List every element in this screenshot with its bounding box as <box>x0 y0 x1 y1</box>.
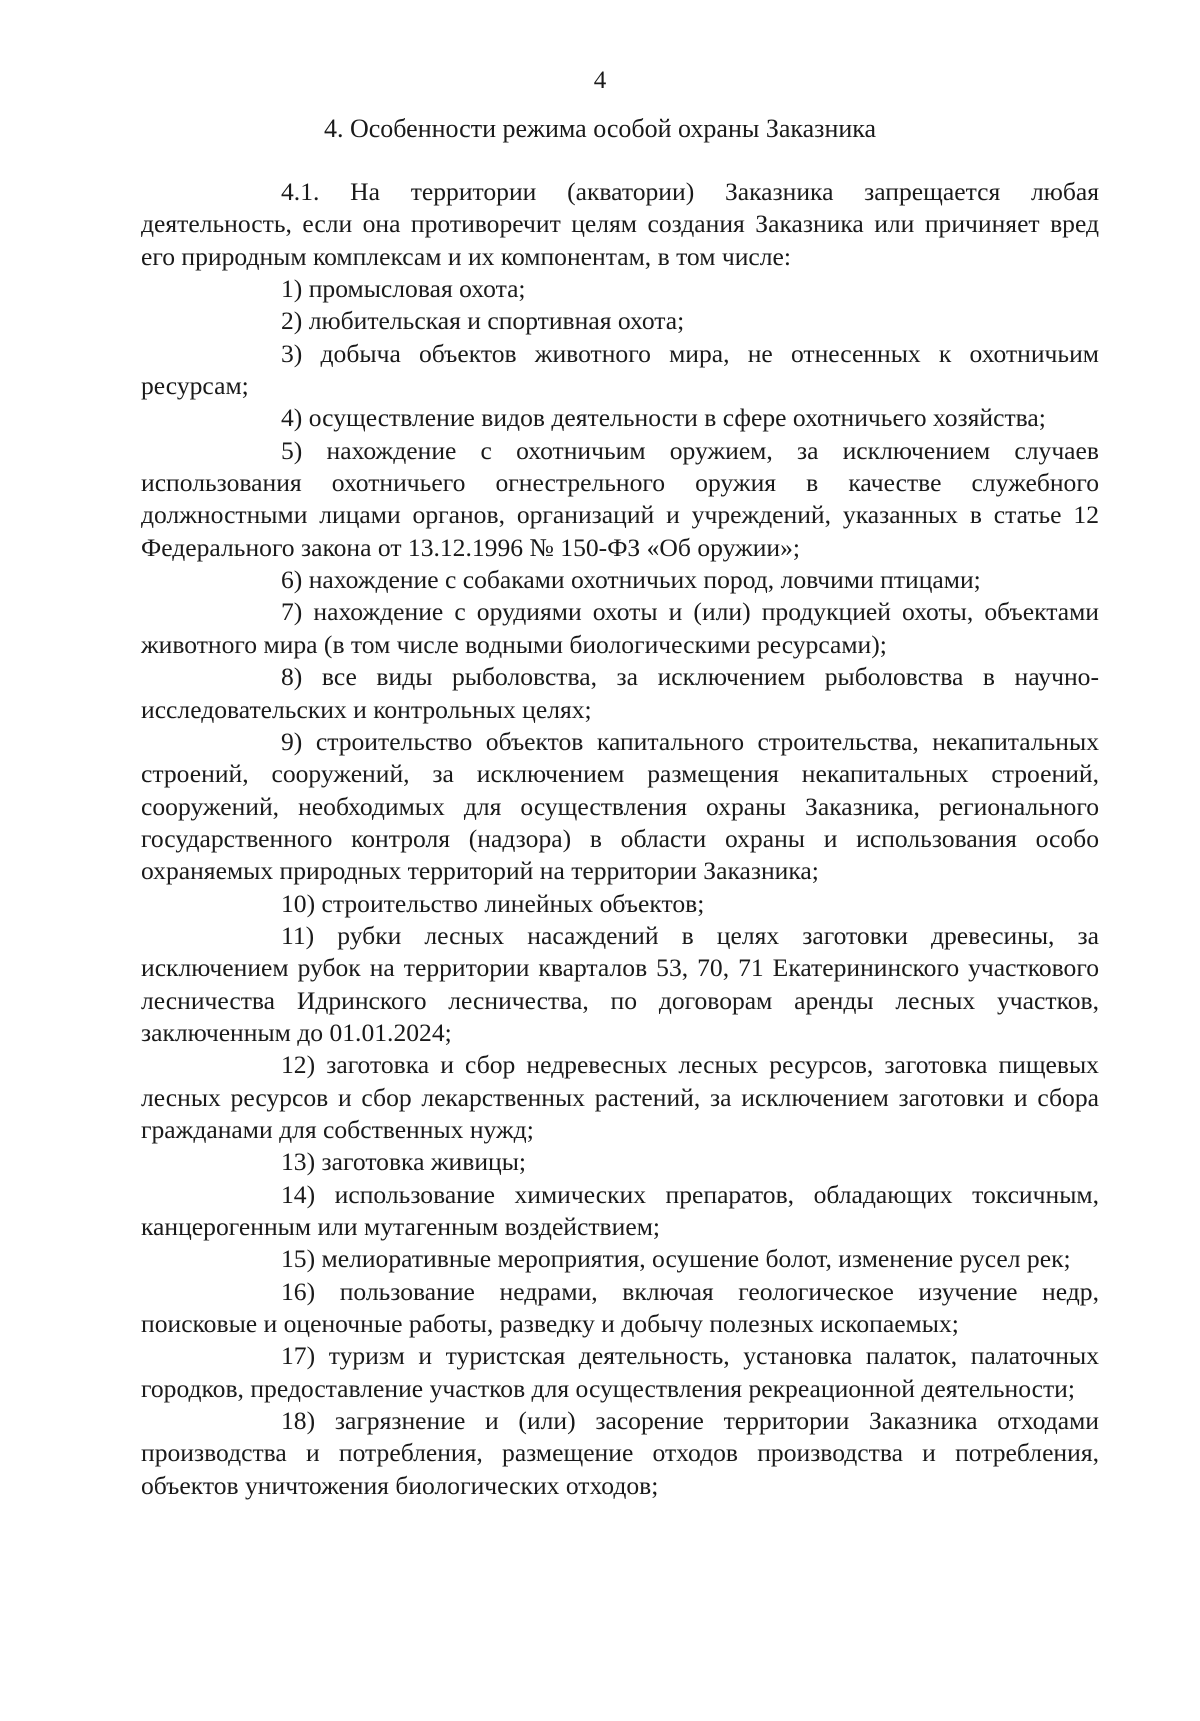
list-item <box>141 402 1099 434</box>
list-item-number: 17) <box>281 1341 316 1371</box>
intro-paragraph <box>141 176 1099 273</box>
list-item <box>141 1276 1099 1341</box>
list-item-number: 4) <box>281 403 303 433</box>
list-item <box>141 596 1099 661</box>
list-item <box>141 273 1099 305</box>
list-item-text: рубки лесных насаждений в целях заготовки древесины, за исключением рубок на территории кварталов 53, 70, 71 Екатерининского участкового лесничества Идринского лесничества, по договорам аренды лесных участков, заключенным до 01.01.2024; <box>141 920 1099 1047</box>
list-item-text: использование химических препаратов, обладающих токсичным, канцерогенным или мутагенным воздействием; <box>141 1179 1099 1241</box>
list-item-number: 3) <box>281 338 303 368</box>
list-item-text: любительская и спортивная охота; <box>308 306 685 336</box>
list-item-text: заготовка и сбор недревесных лесных ресурсов, заготовка пищевых лесных ресурсов и сбор лекарственных растений, за исключением заготовки и сбора гражданами для собственных нужд; <box>141 1050 1099 1144</box>
list-item-number: 15) <box>281 1244 316 1274</box>
list-item <box>141 888 1099 920</box>
list-item-number: 5) <box>281 435 303 465</box>
list-item-text: строительство объектов капитального строительства, некапитальных строений, сооружений, за исключением размещения некапитальных строений, сооружений, необходимых для осуществления охраны Заказника, регионального государственного контроля (надзора) в области охраны и использования особо охраняемых природных территорий на территории Заказника; <box>141 726 1099 886</box>
list-item <box>141 1405 1099 1502</box>
prohibition-list <box>141 273 1099 1502</box>
list-item-text: мелиоративные мероприятия, осушение болот, изменение русел рек; <box>321 1244 1071 1274</box>
list-item-text: осуществление видов деятельности в сфере охотничьего хозяйства; <box>308 403 1046 433</box>
list-item-text: промысловая охота; <box>308 274 526 304</box>
list-item-number: 7) <box>281 597 303 627</box>
list-item-text: все виды рыболовства, за исключением рыболовства в научно-исследовательских и контрольных целях; <box>141 662 1099 724</box>
list-item-text: строительство линейных объектов; <box>321 888 705 918</box>
list-item <box>141 564 1099 596</box>
list-item-text: нахождение с орудиями охоты и (или) продукцией охоты, объектами животного мира (в том числе водными биологическими ресурсами); <box>141 597 1099 659</box>
list-item <box>141 1049 1099 1146</box>
list-item <box>141 338 1099 403</box>
list-item-text: добыча объектов животного мира, не отнесенных к охотничьим ресурсам; <box>141 338 1099 401</box>
list-item-number: 13) <box>281 1147 316 1177</box>
list-item <box>141 1243 1099 1275</box>
list-item <box>141 435 1099 564</box>
list-item-number: 8) <box>281 662 303 692</box>
list-item-number: 14) <box>281 1179 316 1209</box>
list-item <box>141 1340 1099 1405</box>
list-item-number: 9) <box>281 726 303 756</box>
list-item-text: нахождение с собаками охотничьих пород, ловчими птицами; <box>308 565 981 595</box>
section-title: 4. Особенности режима особой охраны Заказника <box>323 114 877 143</box>
list-item-number: 11) <box>281 920 315 950</box>
list-item-text: туризм и туристская деятельность, установка палаток, палаточных городков, предоставление участков для осуществления рекреационной деятельности; <box>141 1341 1099 1403</box>
list-item <box>141 305 1099 337</box>
list-item <box>141 661 1099 726</box>
list-item-text: нахождение с охотничьим оружием, за исключением случаев использования охотничьего огнестрельного оружия в качестве служебного должностными лицами органов, организаций и учреждений, указанных в статье 12 Федерального закона от 13.12.1996 № 150-ФЗ «Об оружии»; <box>141 435 1099 562</box>
list-item-number: 18) <box>281 1406 316 1436</box>
list-item-number: 12) <box>281 1050 316 1080</box>
list-item <box>141 726 1099 888</box>
list-item-number: 6) <box>281 565 303 595</box>
list-item-number: 10) <box>281 888 316 918</box>
clause-text: На территории (акватории) Заказника запрещается любая деятельность, если она противоречит целям создания Заказника или причиняет вред его природным комплексам и их компонентам, в том числе: <box>141 177 1099 271</box>
list-item <box>141 1146 1099 1178</box>
list-item <box>141 1179 1099 1244</box>
list-item-text: пользование недрами, включая геологическое изучение недр, поисковые и оценочные работы, разведку и добычу полезных ископаемых; <box>141 1276 1099 1339</box>
list-item-text: заготовка живицы; <box>321 1147 527 1177</box>
list-item-number: 2) <box>281 306 303 336</box>
page-number: 4 <box>593 67 607 94</box>
list-item-text: загрязнение и (или) засорение территории Заказника отходами производства и потребления, размещение отходов производства и потребления, объектов уничтожения биологических отходов; <box>141 1406 1099 1500</box>
document-body <box>141 176 1099 1502</box>
list-item <box>141 920 1099 1049</box>
list-item-number: 16) <box>281 1276 316 1306</box>
clause-number: 4.1. <box>281 177 320 206</box>
list-item-number: 1) <box>281 274 303 304</box>
